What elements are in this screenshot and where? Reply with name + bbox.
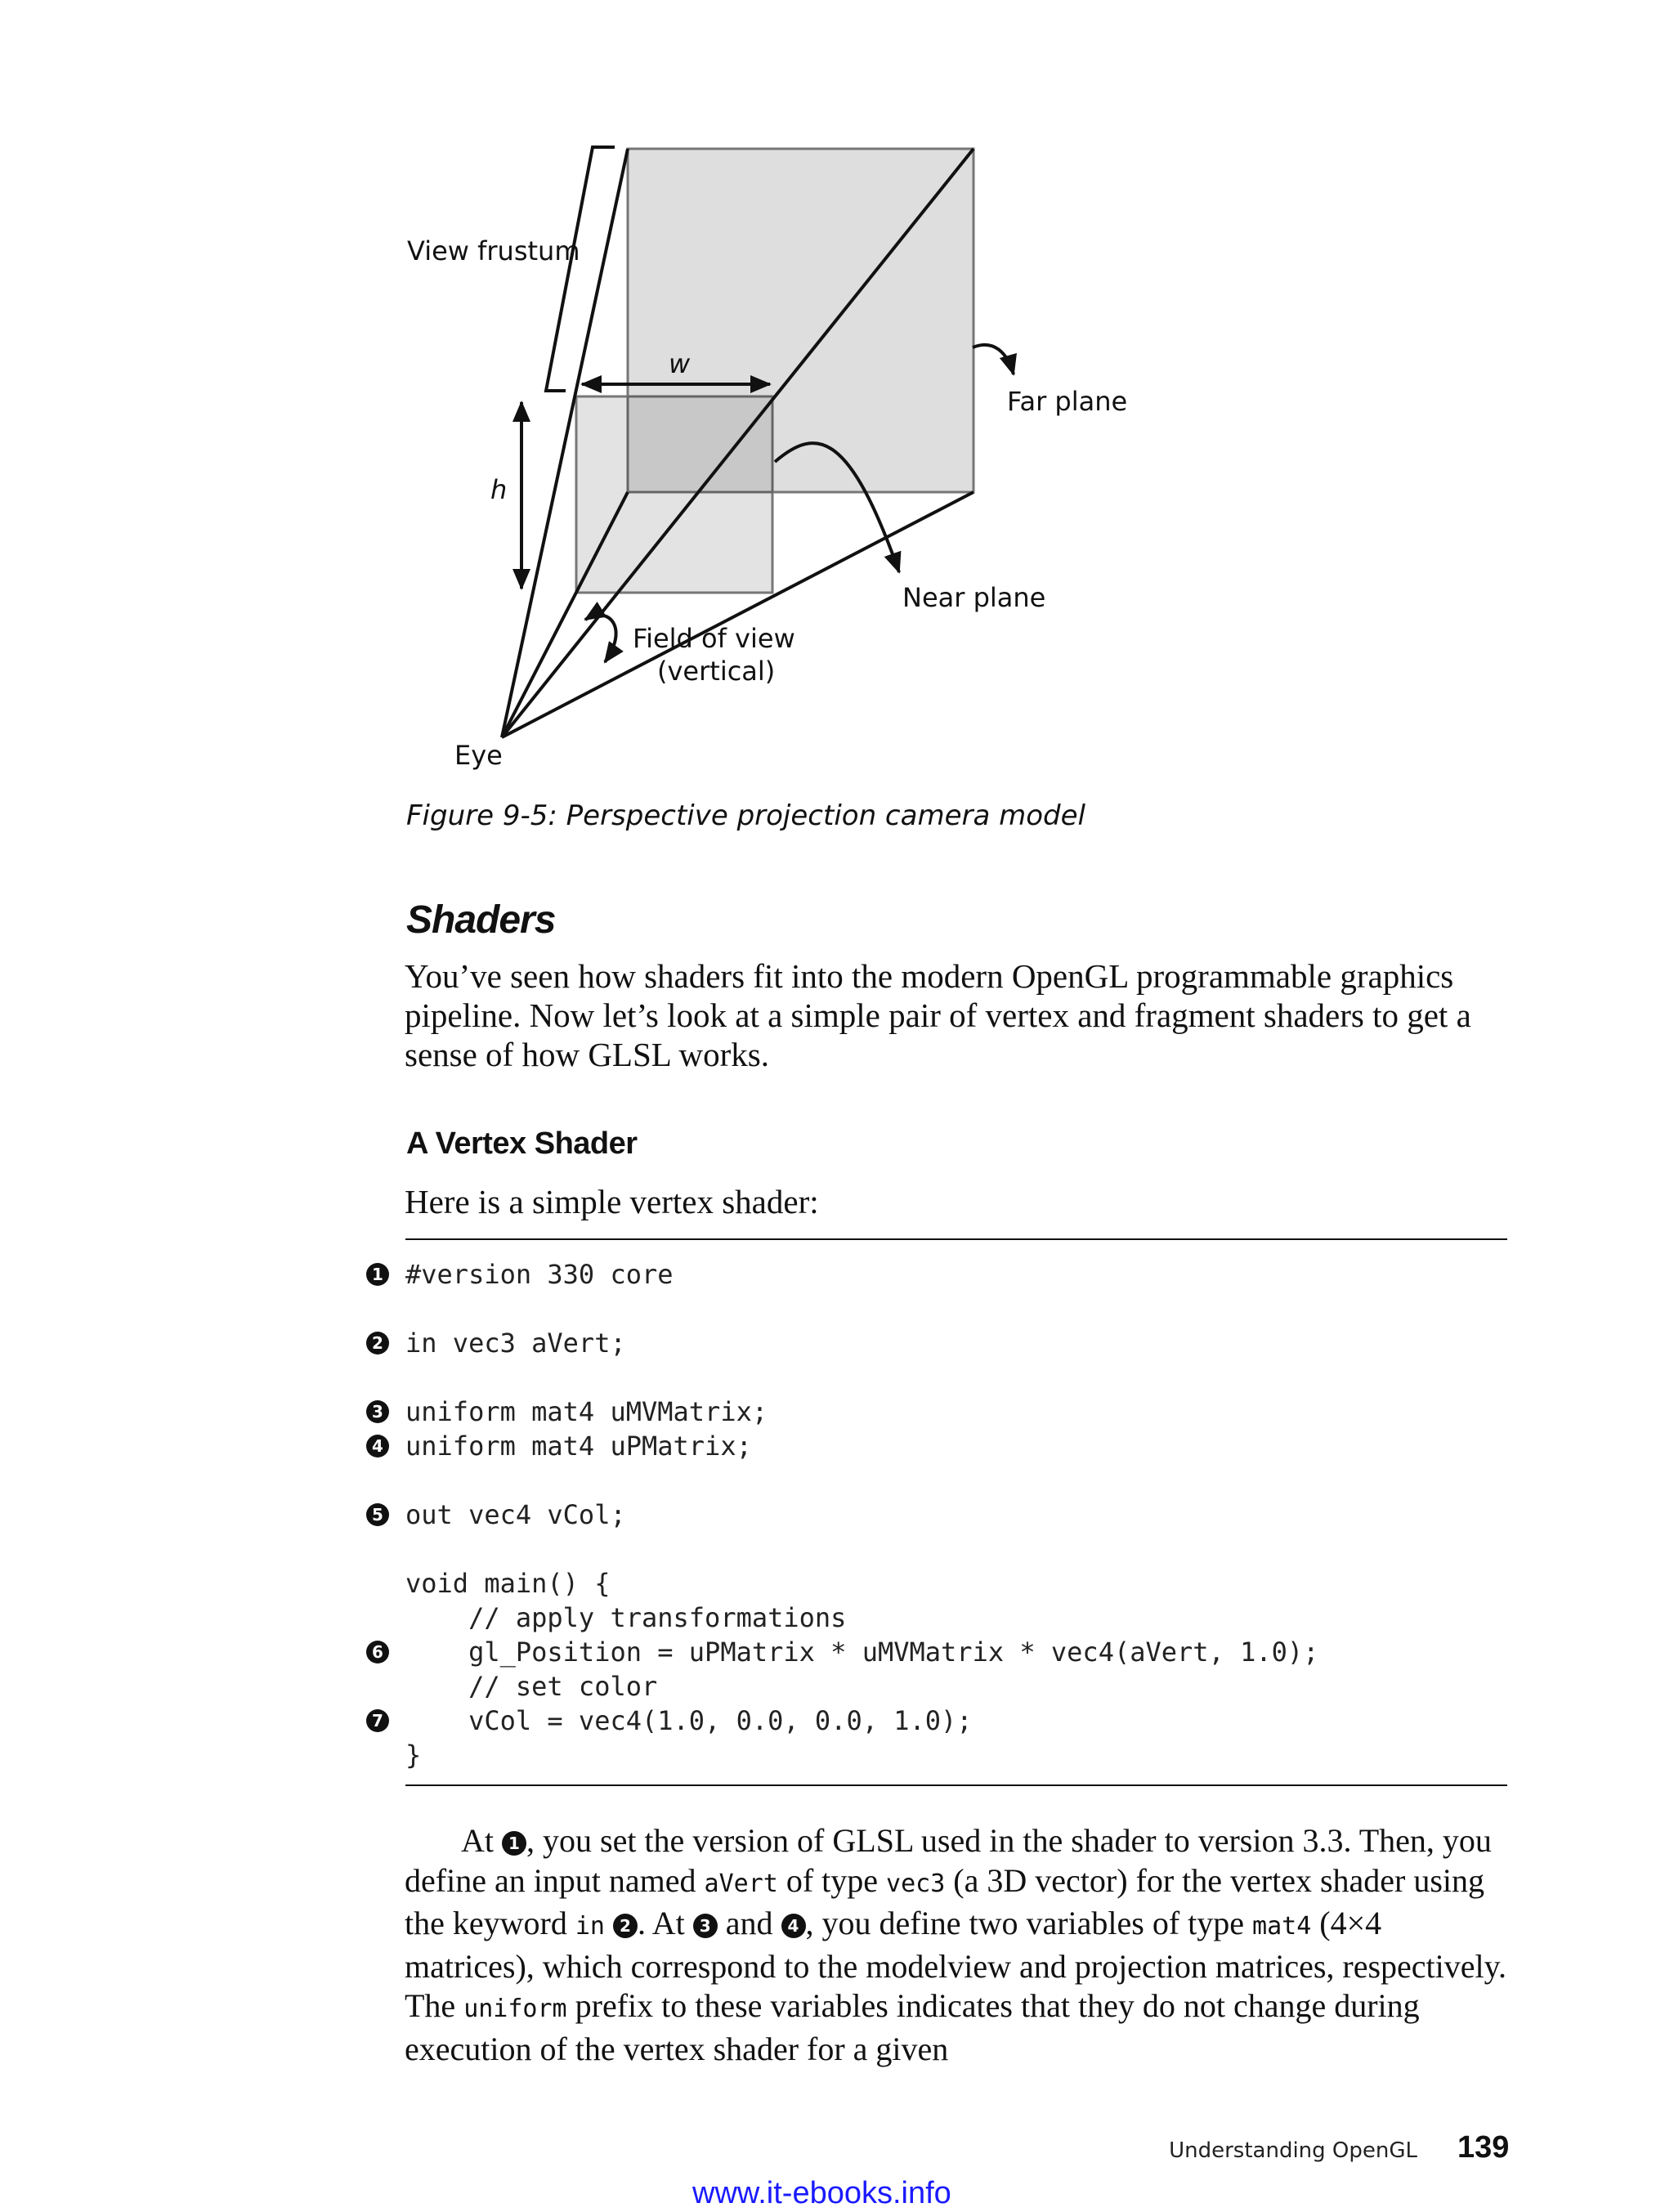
para-text: (4×4 matrices), which correspond to the modelview and projection matrices, respectively. The xyxy=(405,1905,1507,2024)
code-line xyxy=(0,1705,1674,1740)
label-eye: Eye xyxy=(454,740,503,771)
code-text: uniform mat4 uPMatrix; xyxy=(405,1431,752,1462)
label-view-frustum: View frustum xyxy=(407,235,580,266)
inline-code: uniform xyxy=(463,1995,567,2023)
code-line xyxy=(0,1328,1674,1362)
inline-code: vec3 xyxy=(886,1869,946,1898)
code-text: out vec4 vCol; xyxy=(405,1499,626,1530)
label-field-of-view-vertical: (vertical) xyxy=(657,656,776,687)
code-bottom-rule xyxy=(405,1784,1507,1786)
code-line xyxy=(0,1568,1674,1602)
watermark-link[interactable]: www.it-ebooks.info xyxy=(692,2176,951,2210)
code-text: // set color xyxy=(405,1671,658,1702)
para-text: of type xyxy=(777,1861,887,1899)
para-text: . At xyxy=(637,1905,693,1941)
code-top-rule xyxy=(405,1238,1507,1240)
code-text: } xyxy=(405,1740,422,1771)
code-text: #version 330 core xyxy=(405,1259,674,1290)
label-w: w xyxy=(669,348,691,379)
para-text: , you define two variables of type xyxy=(805,1905,1253,1941)
code-text: in vec3 aVert; xyxy=(405,1328,626,1359)
code-line xyxy=(0,1431,1674,1465)
inline-marker: 3 xyxy=(693,1914,718,1938)
inline-code: mat4 xyxy=(1252,1912,1312,1941)
para-text: and xyxy=(717,1905,781,1941)
plane-overlap xyxy=(628,396,772,492)
code-line xyxy=(0,1671,1674,1705)
inline-marker: 2 xyxy=(613,1914,638,1938)
code-text: // apply transformations xyxy=(405,1602,847,1633)
code-marker: 5 xyxy=(366,1503,389,1526)
inline-marker: 1 xyxy=(502,1831,526,1856)
running-footer: Understanding OpenGL xyxy=(1169,2138,1417,2163)
code-text: void main() { xyxy=(405,1568,611,1599)
view-frustum-bracket xyxy=(546,147,615,391)
code-line xyxy=(0,1602,1674,1637)
label-h: h xyxy=(490,474,508,505)
code-line xyxy=(0,1740,1674,1774)
page-number: 139 xyxy=(1457,2130,1510,2165)
code-line xyxy=(0,1499,1674,1534)
section-title: Shaders xyxy=(406,898,556,942)
para-text: prefix to these variables indicates that they do not change during execution of the vertex shader for a given xyxy=(405,1987,1420,2067)
code-marker: 3 xyxy=(366,1400,389,1423)
perspective-projection-figure xyxy=(0,0,1674,785)
subsection-title: A Vertex Shader xyxy=(406,1126,638,1161)
intro-paragraph: You’ve seen how shaders fit into the modern OpenGL programmable graphics pipeline. Now let’s look at a simple pair of vertex and fragment shaders to get a sense of how GLSL works. xyxy=(405,957,1471,1073)
far-plane-pointer xyxy=(973,345,1014,374)
code-line xyxy=(0,1637,1674,1671)
code-marker: 7 xyxy=(366,1709,389,1732)
code-marker: 2 xyxy=(366,1332,389,1355)
para-text: (a 3D vector) for the vertex shader using the keyword xyxy=(405,1861,1485,1941)
code-marker: 4 xyxy=(366,1435,389,1458)
inline-code: in xyxy=(575,1912,605,1941)
inline-code: aVert xyxy=(704,1869,778,1898)
code-text: vCol = vec4(1.0, 0.0, 0.0, 1.0); xyxy=(405,1705,973,1736)
field-of-view-arc xyxy=(585,615,616,662)
inline-marker: 4 xyxy=(781,1914,806,1938)
lead-sentence: Here is a simple vertex shader: xyxy=(405,1183,819,1220)
label-near-plane: Near plane xyxy=(902,582,1046,613)
para-text: , you set the version of GLSL used in the shader to version 3.3. Then, you define an input named xyxy=(405,1822,1492,1899)
code-marker: 1 xyxy=(366,1263,389,1286)
code-text: uniform mat4 uMVMatrix; xyxy=(405,1396,768,1427)
code-marker: 6 xyxy=(366,1641,389,1663)
code-text: gl_Position = uPMatrix * uMVMatrix * vec4(aVert, 1.0); xyxy=(405,1637,1319,1668)
code-line xyxy=(0,1396,1674,1431)
body-paragraph xyxy=(405,1821,1516,2069)
para-text xyxy=(605,1905,613,1941)
code-line xyxy=(0,1259,1674,1293)
figure-caption: Figure 9-5: Perspective projection camera model xyxy=(406,799,1085,832)
label-far-plane: Far plane xyxy=(1007,386,1128,417)
para-text: At xyxy=(461,1822,502,1859)
label-field-of-view: Field of view xyxy=(633,623,795,654)
